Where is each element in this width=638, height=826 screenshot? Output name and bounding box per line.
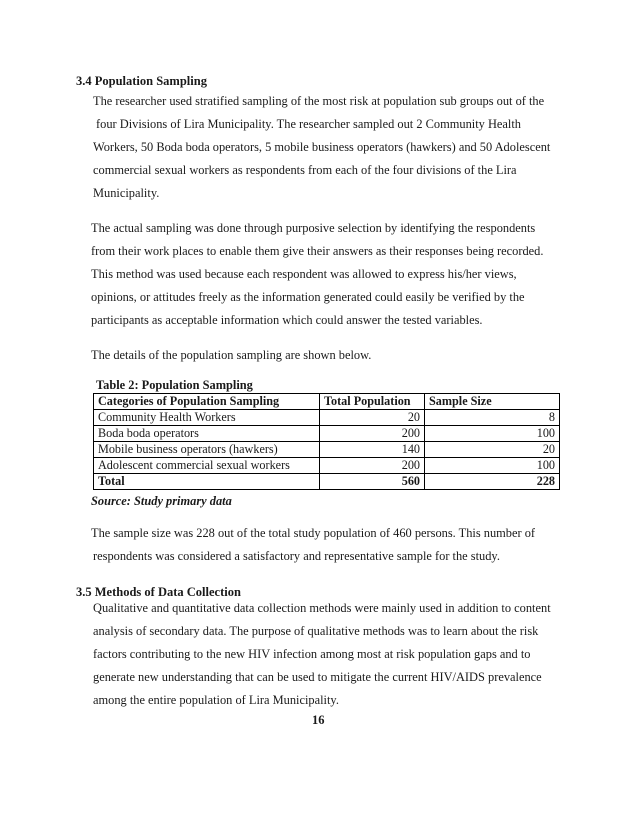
table-cell: 228 xyxy=(425,474,560,490)
table-cell: Boda boda operators xyxy=(94,426,320,442)
header-cell: Total Population xyxy=(320,394,425,410)
section-heading-3-4: 3.4 Population Sampling xyxy=(76,74,207,88)
table-cell: 20 xyxy=(320,410,425,426)
table-cell: Community Health Workers xyxy=(94,410,320,426)
paragraph-line: four Divisions of Lira Municipality. The researcher sampled out 2 Community Health xyxy=(96,117,521,131)
section-heading-3-5: 3.5 Methods of Data Collection xyxy=(76,585,241,599)
paragraph-line: among the entire population of Lira Municipality. xyxy=(93,693,339,707)
table-row xyxy=(94,426,560,442)
paragraph-line: The researcher used stratified sampling of the most risk at population sub groups out of the xyxy=(93,94,545,108)
header-cell: Categories of Population Sampling xyxy=(94,394,320,410)
table-cell: 8 xyxy=(425,410,560,426)
table-row xyxy=(94,442,560,458)
paragraph-line: participants as acceptable information which could answer the tested variables. xyxy=(91,313,483,327)
paragraph-line: opinions, or attitudes freely as the information generated could easily be verified by the xyxy=(91,290,525,304)
table-cell: 140 xyxy=(320,442,425,458)
table-row xyxy=(94,458,560,474)
page-number: 16 xyxy=(312,713,325,727)
table-cell: 100 xyxy=(425,426,560,442)
table-source: Source: Study primary data xyxy=(91,494,232,508)
paragraph-line: from their work places to enable them give their answers as their responses being recorded. xyxy=(91,244,544,258)
paragraph-line: analysis of secondary data. The purpose of qualitative methods was to learn about the risk xyxy=(93,624,539,638)
paragraph-line: Workers, 50 Boda boda operators, 5 mobile business operators (hawkers) and 50 Adolescent xyxy=(93,140,551,154)
table-cell: Adolescent commercial sexual workers xyxy=(94,458,320,474)
table-cell: 100 xyxy=(425,458,560,474)
paragraph-line: Municipality. xyxy=(93,186,160,200)
paragraph-line: The details of the population sampling are shown below. xyxy=(91,348,372,362)
table-cell: 200 xyxy=(320,458,425,474)
header-cell: Sample Size xyxy=(425,394,560,410)
paragraph-line: The sample size was 228 out of the total study population of 460 persons. This number of xyxy=(91,526,536,540)
table-cell: 560 xyxy=(320,474,425,490)
table-caption: Table 2: Population Sampling xyxy=(96,378,253,392)
population-sampling-table xyxy=(93,393,560,490)
table-total-row xyxy=(94,474,560,490)
paragraph-line: respondents was considered a satisfactory and representative sample for the study. xyxy=(93,549,500,563)
paragraph-line: generate new understanding that can be used to mitigate the current HIV/AIDS prevalence xyxy=(93,670,542,684)
table-cell: 20 xyxy=(425,442,560,458)
table-cell: 200 xyxy=(320,426,425,442)
table-header-row xyxy=(94,394,560,410)
paragraph-line: commercial sexual workers as respondents from each of the four divisions of the Lira xyxy=(93,163,517,177)
table-cell: Mobile business operators (hawkers) xyxy=(94,442,320,458)
table-cell: Total xyxy=(94,474,320,490)
paragraph-line: This method was used because each respondent was allowed to express his/her views, xyxy=(91,267,517,281)
paragraph-line: The actual sampling was done through purposive selection by identifying the respondents xyxy=(91,221,536,235)
paragraph-line: Qualitative and quantitative data collection methods were mainly used in addition to content xyxy=(93,601,551,615)
paragraph-line: factors contributing to the new HIV infection among most at risk population gaps and to xyxy=(93,647,531,661)
table-row xyxy=(94,410,560,426)
